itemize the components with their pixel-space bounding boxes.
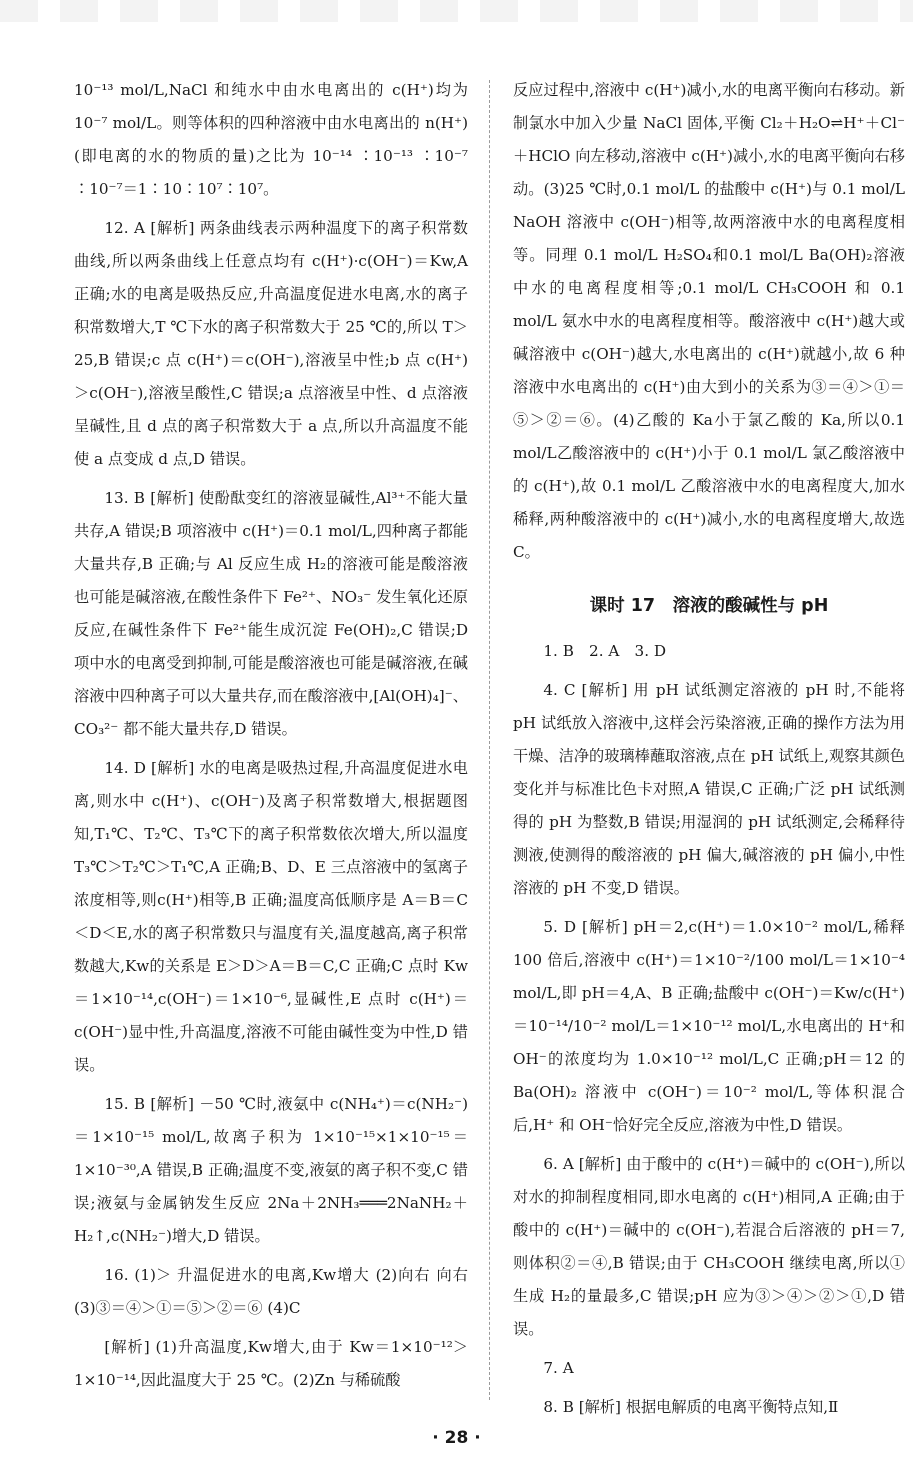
answer-12: 12. A [解析] 两条曲线表示两种温度下的离子积常数曲线,所以两条曲线上任意点均有 c(H⁺)·c(OH⁻)＝Kw,A 正确;水的电离是吸热反应,升高温度促进水电离,水的离子积常数增大,T ℃下水的离子积常数大于 25 ℃的,所以 T＞25,B 错误;c 点 c(H⁺)＝c(OH⁻),溶液呈中性;b 点 c(H⁺)＞c(OH⁻),溶液呈酸性,C 错误;a 点溶液呈中性、d 点溶液呈碱性,且 d 点的离子积常数大于 a 点,所以升高温度不能使 a 点变成 d 点,D 错误。 [74, 219, 468, 468]
left-column [74, 74, 468, 1397]
answer-8: 8. B [解析] 根据电解质的电离平衡特点知,Ⅱ [543, 1398, 839, 1416]
answer-16-analysis: [解析] (1)升高温度,Kw增大,由于 Kw＝1×10⁻¹²＞1×10⁻¹⁴,因此温度大于 25 ℃。(2)Zn 与稀硫酸 [74, 1338, 468, 1389]
answer-14: 14. D [解析] 水的电离是吸热过程,升高温度促进水电离,则水中 c(H⁺)、c(OH⁻)及离子积常数增大,根据题图知,T₁℃、T₂℃、T₃℃下的离子积常数依次增大,所以温度 T₃℃＞T₂℃＞T₁℃,A 正确;B、D、E 三点溶液中的氢离子浓度相等,则c(H⁺)相等,B 正确;温度高低顺序是 A＝B＝C＜D＜E,水的离子积常数只与温度有关,温度越高,离子积常数越大,Kw的关系是 E＞D＞A＝B＝C,C 正确;C 点时 Kw＝1×10⁻¹⁴,c(OH⁻)＝1×10⁻⁶,显碱性,E 点时 c(H⁺)＝c(OH⁻)显中性,升高温度,溶液不可能由碱性变为中性,D 错误。 [74, 759, 468, 1074]
answers-1-3: 1. B 2. A 3. D [543, 642, 667, 660]
left-paragraph-continued: 10⁻¹³ mol/L,NaCl 和纯水中由水电离出的 c(H⁺)均为 10⁻⁷ mol/L。则等体积的四种溶液中由水电离出的 n(H⁺)(即电离的水的物质的量)之比为 10⁻¹⁴ ∶10⁻¹³ ∶10⁻⁷ ∶10⁻⁷＝1∶10∶10⁷∶10⁷。 [74, 81, 468, 198]
answer-16-analysis-continued: 反应过程中,溶液中 c(H⁺)减小,水的电离平衡向右移动。新制氯水中加入少量 NaCl 固体,平衡 Cl₂＋H₂O⇌H⁺＋Cl⁻＋HClO 向左移动,溶液中 c(H⁺)减小,水的电离平衡向右移动。(3)25 ℃时,0.1 mol/L 的盐酸中 c(H⁺)与 0.1 mol/L NaOH 溶液中 c(OH⁻)相等,故两溶液中水的电离程度相等。同理 0.1 mol/L H₂SO₄和0.1 mol/L Ba(OH)₂溶液中水的电离程度相等;0.1 mol/L CH₃COOH 和 0.1 mol/L 氨水中水的电离程度相等。酸溶液中 c(H⁺)越大或碱溶液中 c(OH⁻)越大,水电离出的 c(H⁺)就越小,故 6 种溶液中水电离出的 c(H⁺)由大到小的关系为③＝④＞①＝⑤＞②＝⑥。(4)乙酸的 Ka小于氯乙酸的 Ka,所以0.1 mol/L乙酸溶液中的 c(H⁺)小于 0.1 mol/L 氯乙酸溶液中的 c(H⁺),故 0.1 mol/L 乙酸溶液中水的电离程度大,加水稀释,两种酸溶液中的 c(H⁺)减小,水的电离程度增大,故选 C。 [513, 81, 905, 561]
page-top-edge [0, 0, 913, 22]
answer-5: 5. D [解析] pH＝2,c(H⁺)＝1.0×10⁻² mol/L,稀释 100 倍后,溶液中 c(H⁺)＝1×10⁻²/100 mol/L＝1×10⁻⁴ mol/L,即 pH＝4,A、B 正确;盐酸中 c(OH⁻)＝Kw/c(H⁺)＝10⁻¹⁴/10⁻² mol/L＝1×10⁻¹² mol/L,水电离出的 H⁺和 OH⁻的浓度均为 1.0×10⁻¹² mol/L,C 正确;pH＝12 的 Ba(OH)₂ 溶液中 c(OH⁻)＝10⁻² mol/L,等体积混合后,H⁺ 和 OH⁻恰好完全反应,溶液为中性,D 错误。 [513, 918, 905, 1134]
answer-4: 4. C [解析] 用 pH 试纸测定溶液的 pH 时,不能将 pH 试纸放入溶液中,这样会污染溶液,正确的操作方法为用干燥、洁净的玻璃棒蘸取溶液,点在 pH 试纸上,观察其颜色变化并与标准比色卡对照,A 错误,C 正确;广泛 pH 试纸测得的 pH 为整数,B 错误;用湿润的 pH 试纸测定,会稀释待测液,使测得的酸溶液的 pH 偏大,碱溶液的 pH 偏小,中性溶液的 pH 不变,D 错误。 [513, 681, 905, 897]
answer-7: 7. A [543, 1359, 574, 1377]
column-divider [489, 80, 490, 1400]
answer-13: 13. B [解析] 使酚酞变红的溶液显碱性,Al³⁺不能大量共存,A 错误;B 项溶液中 c(H⁺)＝0.1 mol/L,四种离子都能大量共存,B 正确;与 Al 反应生成 H₂的溶液可能是酸溶液也可能是碱溶液,在酸性条件下 Fe²⁺、NO₃⁻ 发生氧化还原反应,在碱性条件下 Fe²⁺能生成沉淀 Fe(OH)₂,C 错误;D 项中水的电离受到抑制,可能是酸溶液也可能是碱溶液,在碱溶液中四种离子可以大量共存,而在酸溶液中,[Al(OH)₄]⁻、CO₃²⁻ 都不能大量共存,D 错误。 [74, 489, 468, 738]
section-title: 课时 17 溶液的酸碱性与 pH [589, 596, 829, 616]
answer-6: 6. A [解析] 由于酸中的 c(H⁺)＝碱中的 c(OH⁻),所以对水的抑制程度相同,即水电离的 c(H⁺)相同,A 正确;由于酸中的 c(H⁺)＝碱中的 c(OH⁻),若混合后溶液的 pH＝7,则体积②＝④,B 错误;由于 CH₃COOH 继续电离,所以①生成 H₂的量最多,C 错误;pH 应为③＞④＞②＞①,D 错误。 [513, 1155, 905, 1338]
right-column [513, 74, 905, 1424]
answer-15: 15. B [解析] －50 ℃时,液氨中 c(NH₄⁺)＝c(NH₂⁻)＝1×10⁻¹⁵ mol/L,故离子积为 1×10⁻¹⁵×1×10⁻¹⁵＝1×10⁻³⁰,A 错误,B 正确;温度不变,液氨的离子积不变,C 错误;液氨与金属钠发生反应 2Na＋2NH₃═══2NaNH₂＋H₂↑,c(NH₂⁻)增大,D 错误。 [74, 1095, 468, 1245]
page-number: · 28 · [432, 1428, 481, 1448]
answer-16: 16. (1)＞ 升温促进水的电离,Kw增大 (2)向右 向右 (3)③＝④＞①＝⑤＞②＝⑥ (4)C [74, 1266, 468, 1317]
